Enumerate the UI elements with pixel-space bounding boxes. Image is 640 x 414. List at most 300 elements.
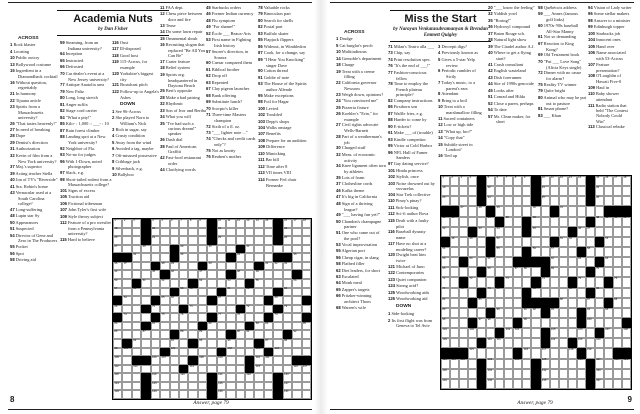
clue-number: 106: [60, 200, 67, 206]
clue-number: 6: [438, 68, 441, 74]
grid-cell-number: 28: [142, 244, 146, 248]
grid-cell-number: 51: [560, 236, 563, 240]
clue-number: 52: [488, 100, 493, 106]
clue-number: 80: [60, 95, 65, 101]
grid-cell: [198, 305, 207, 314]
grid-cell: [613, 298, 622, 308]
grid-cell: [541, 379, 550, 389]
grid-black-square: [586, 217, 595, 227]
grid-cell-number: 103: [255, 347, 261, 351]
grid-cell: [468, 288, 477, 298]
grid-cell: [188, 228, 197, 237]
clue-number: 82: [258, 24, 263, 30]
grid-cell: [226, 313, 235, 322]
grid-cell-number: 10: [218, 218, 222, 222]
grid-cell: [283, 365, 292, 374]
clue-number: 2: [388, 317, 391, 323]
grid-black-square: [522, 227, 531, 237]
clue-number: 104: [388, 191, 395, 197]
grid-cell: [577, 338, 586, 348]
puzzle-title-block: [57, 10, 169, 36]
grid-cell: [151, 365, 160, 374]
grid-cell: [292, 219, 301, 228]
clue-number: 110: [388, 198, 395, 204]
grid-cell-number: 78: [236, 313, 240, 317]
grid-cell: [504, 348, 513, 358]
grid-cell-number: 64: [605, 256, 609, 260]
grid-cell-number: 87: [587, 297, 591, 301]
grid-cell: [586, 227, 595, 237]
grid-cell-number: 89: [199, 330, 203, 334]
grid-cell: [217, 228, 226, 237]
grid-cell: [188, 348, 197, 357]
grid-cell-number: 34: [487, 216, 491, 220]
grid-cell: [179, 356, 188, 365]
clue-number: 13: [160, 22, 165, 28]
grid-cell-number: 42: [274, 261, 278, 265]
clue: 107 John Tyler's first wife: [60, 207, 107, 213]
clue-number: 77: [60, 82, 65, 88]
grid-cell: [226, 219, 235, 228]
grid-black-square: [207, 228, 216, 237]
grid-cell: [170, 236, 179, 245]
grid-cell: [198, 382, 207, 391]
clue: 109 Style theory subject: [60, 213, 103, 219]
grid-cell: [622, 298, 631, 308]
grid-cell: [198, 313, 207, 322]
grid-cell-number: 68: [274, 295, 278, 299]
grid-cell-number: 132: [541, 368, 547, 372]
grid-cell-number: 39: [170, 261, 174, 265]
grid-cell: [495, 379, 504, 389]
clue-number: 29: [10, 139, 15, 145]
grid-cell: [236, 253, 245, 262]
grid-cell: [226, 348, 235, 357]
grid-cell: [595, 196, 604, 206]
clue-number: 6: [112, 146, 115, 152]
clue-list-header: DOWN: [396, 304, 412, 310]
grid-cell-number: 55: [496, 246, 500, 250]
grid-black-square: [226, 270, 235, 279]
grid-cell: [568, 247, 577, 257]
grid-cell: [236, 348, 245, 357]
clue: 52 Close a paren, perhaps: [488, 100, 534, 106]
grid-cell-number: 36: [532, 216, 536, 220]
grid-cell: [541, 217, 550, 227]
clue-number: 15: [438, 141, 443, 147]
grid-cell: [622, 338, 631, 348]
grid-black-square: [151, 313, 160, 322]
clue-number: 2: [112, 115, 115, 121]
clue-number: 91: [258, 74, 263, 80]
page-number: 9: [627, 395, 632, 404]
grid-cell: [604, 257, 613, 267]
clue-number: 47: [336, 194, 341, 200]
grid-black-square: [264, 296, 273, 305]
grid-cell: [160, 313, 169, 322]
clue: 93 No-no for judges: [60, 152, 96, 158]
clue: 49 "For shame!": [206, 24, 236, 30]
grid-cell: [302, 339, 311, 348]
clue: 59 Steaming, from an Indiana university?: [60, 40, 102, 51]
grid-cell: [604, 247, 613, 257]
clue: 50 Chandon's champagne partner: [336, 218, 382, 230]
grid-cell: [207, 322, 216, 331]
grid-cell: [188, 373, 197, 382]
clue: 121 Michael of Juno: [388, 263, 425, 269]
grid-cell-number: 36: [114, 261, 118, 265]
clue-number: 82: [60, 108, 65, 114]
clue-number: 94: [588, 5, 593, 10]
grid-black-square: [468, 298, 477, 308]
grid-cell-number: 76: [180, 313, 184, 317]
clue-number: 71: [388, 44, 393, 49]
grid-cell-number: 73: [505, 277, 509, 281]
clue: 100 Levied: [258, 105, 279, 111]
clue-number: 26: [10, 120, 15, 126]
clue-number: 98: [60, 176, 65, 182]
grid-cell: [486, 186, 495, 196]
grid-cell: [613, 196, 622, 206]
clue: 65 Instructed: [60, 57, 84, 63]
grid-cell: [513, 196, 522, 206]
grid-cell: [179, 219, 188, 228]
grid-black-square: [477, 196, 486, 206]
grid-cell-number: 91: [246, 330, 250, 334]
grid-black-square: [622, 318, 631, 328]
grid-cell: [302, 262, 311, 271]
grid-cell: [264, 390, 273, 399]
clue: 88 Landing spot at a New York university?: [60, 134, 106, 145]
clue-number: 1: [10, 42, 13, 48]
grid-cell: [245, 382, 254, 391]
grid-cell: [132, 262, 141, 271]
grid-cell: [504, 257, 513, 267]
grid-cell: [254, 365, 263, 374]
grid-cell: [559, 227, 568, 237]
grid-cell-number: 41: [265, 261, 269, 265]
clue: 47 It's big in California: [336, 194, 378, 200]
grid-cell: [170, 356, 179, 365]
grid-cell: [283, 270, 292, 279]
clue-number: 31: [10, 146, 15, 152]
grid-cell: [198, 390, 207, 399]
grid-cell: [622, 288, 631, 298]
clue-number: 7: [112, 152, 115, 158]
grid-cell: [568, 328, 577, 338]
grid-cell-number: 9: [523, 175, 526, 179]
grid-cell: [245, 348, 254, 357]
clue: 11 Sacred containers: [438, 115, 475, 121]
grid-cell-number: 41: [623, 216, 627, 220]
clue-column: [258, 5, 310, 216]
grid-cell-number: 82: [569, 287, 573, 291]
grid-cell: [531, 308, 540, 318]
grid-cell: [170, 228, 179, 237]
grid-cell-number: 94: [170, 338, 174, 342]
grid-cell: [550, 227, 559, 237]
clue-number: 66: [336, 293, 341, 299]
grid-cell: [504, 288, 513, 298]
clue: 45 Looks after: [488, 87, 514, 93]
clue: 118 Good host: [112, 52, 139, 58]
grid-cell: [226, 228, 235, 237]
grid-cell: [198, 365, 207, 374]
grid-black-square: [273, 288, 282, 297]
clue: 96 With 1-Down, noted photographer: [60, 158, 102, 170]
grid-cell: [302, 253, 311, 262]
clue-number: 68: [206, 92, 211, 98]
grid-cell: [477, 277, 486, 287]
grid-cell-number: 135: [487, 378, 493, 382]
grid-cell-number: 38: [161, 261, 165, 265]
grid-cell: [217, 262, 226, 271]
grid-cell: [622, 308, 631, 318]
clue-number: 106: [588, 50, 595, 56]
grid-cell: [245, 305, 254, 314]
grid-cell: [254, 322, 263, 331]
grid-cell: [292, 245, 301, 254]
grid-cell: [236, 365, 245, 374]
clue: 35 "I've had such a curious dream!" speaker: [160, 120, 197, 137]
grid-black-square: [283, 253, 292, 262]
grid-cell: [160, 236, 169, 245]
grid-cell: [495, 267, 504, 277]
grid-cell: [283, 322, 292, 331]
grid-cell: [198, 296, 207, 305]
grid-cell: [283, 373, 292, 382]
grid-cell-number: 58: [587, 246, 591, 250]
clue-number: 61: [538, 34, 543, 40]
clue-number: 71: [206, 112, 211, 118]
clue: 53 First name in Fighting Irish history: [206, 37, 251, 49]
grid-cell: [141, 288, 150, 297]
grid-cell: [586, 338, 595, 348]
grid-cell-number: 76: [614, 277, 618, 281]
grid-cell: [113, 390, 122, 399]
clue: 75 Reality TV winner: [538, 81, 577, 87]
grid-cell-number: 18: [623, 175, 627, 179]
grid-cell: [595, 318, 604, 328]
grid-cell-number: 8: [514, 175, 517, 179]
clue: 37 Clothesline cords: [336, 181, 373, 187]
grid-cell: [595, 298, 604, 308]
grid-cell: [226, 356, 235, 365]
clue-number: 55: [336, 248, 341, 254]
clue-number: 18: [336, 62, 341, 68]
clue: 16 Recruiting slogan that replaced "Be All You Can Be": [160, 42, 206, 59]
clue: 92 Neighbor of Fla.: [60, 145, 95, 151]
grid-cell-number: 70: [152, 304, 156, 308]
page-title: Miss the Start: [404, 13, 477, 25]
clue-number: 54: [10, 232, 15, 238]
grid-black-square: [541, 257, 550, 267]
grid-cell: [613, 247, 622, 257]
grid-cell: [441, 217, 450, 227]
grid-black-square: [273, 228, 282, 237]
grid-cell: [459, 186, 468, 196]
grid-cell: [468, 338, 477, 348]
clue: 120 Dwight beat him twice: [388, 252, 426, 264]
grid-cell-number: 56: [293, 278, 297, 282]
clue: 112 Feature of a pro wrestler from a Pennsylvania university?: [60, 220, 112, 237]
clue-number: 99: [588, 24, 593, 30]
grid-black-square: [245, 356, 254, 365]
grid-cell: [217, 339, 226, 348]
clue-list-header: DOWN: [120, 102, 136, 108]
grid-cell: [450, 196, 459, 206]
grid-cell-number: 115: [469, 348, 474, 352]
grid-cell-number: 34: [236, 253, 240, 257]
clue: 74 "Checks and credit cards only"?: [206, 136, 256, 148]
grid-cell: [441, 227, 450, 237]
clue-number: 90: [258, 68, 263, 74]
grid-cell: [273, 262, 282, 271]
grid-cell: [254, 382, 263, 391]
grid-black-square: [522, 257, 531, 267]
grid-cell: [522, 379, 531, 389]
grid-cell-number: 1: [442, 175, 444, 179]
grid-cell: [595, 359, 604, 369]
clue: 82 Stage cord carrier: [60, 108, 97, 114]
grid-cell-number: 60: [189, 287, 193, 291]
grid-cell: [504, 237, 513, 247]
grid-cell-number: 89: [442, 307, 446, 311]
grid-cell-number: 65: [161, 295, 165, 299]
grid-cell-number: 54: [227, 278, 231, 282]
clue: 43 Dish forerunner: [488, 74, 522, 80]
grid-cell-number: 106: [152, 355, 157, 359]
grid-black-square: [441, 237, 450, 247]
clue: 119 115-Across, for example: [112, 59, 148, 71]
grid-cell-number: 71: [442, 277, 446, 281]
clue-number: 30: [336, 145, 341, 151]
clue: 108 Prepare for an audition: [258, 137, 307, 143]
grid-black-square: [531, 369, 540, 379]
grid-cell: [559, 348, 568, 358]
grid-cell: [179, 236, 188, 245]
grid-cell-number: 32: [442, 216, 446, 220]
grid-cell: [495, 237, 504, 247]
grid-black-square: [292, 270, 301, 279]
grid-cell: [622, 369, 631, 379]
grid-cell: [568, 176, 577, 186]
clue: 32 Kevin of film from a New York university?: [10, 152, 57, 164]
grid-cell: [245, 270, 254, 279]
clue: 89 "I Hear You Knocking" singer Dave: [258, 56, 305, 68]
grid-cell: [568, 206, 577, 216]
grid-cell: [477, 237, 486, 247]
clue-number: 24: [336, 98, 341, 104]
clue-number: 56: [336, 254, 341, 260]
clue-number: 37: [10, 164, 15, 170]
grid-cell-number: 68: [523, 267, 527, 271]
clue-number: 80: [258, 17, 263, 23]
grid-cell-number: 108: [623, 327, 628, 331]
grid-cell: [504, 247, 513, 257]
grid-cell: [160, 356, 169, 365]
grid-cell-number: 15: [265, 218, 269, 222]
clue-number: 15: [10, 68, 15, 74]
grid-cell: [568, 318, 577, 328]
clue-number: 107: [588, 61, 595, 67]
clue: 44 Clarifying words: [160, 166, 196, 172]
grid-cell-number: 18: [302, 218, 306, 222]
clue: 64 Monk meal: [336, 280, 362, 286]
grid-cell: [568, 257, 577, 267]
grid-cell: [613, 308, 622, 318]
grid-cell: [586, 318, 595, 328]
grid-cell: [468, 277, 477, 287]
grid-cell-number: 77: [218, 313, 222, 317]
grid-cell: [541, 288, 550, 298]
clue-number: 46: [336, 187, 341, 193]
clue: 126 Woodworking aid: [388, 296, 428, 302]
bottom-rule: [8, 409, 312, 410]
clue: 69 Substitute lunch?: [206, 99, 243, 105]
grid-cell: [198, 236, 207, 245]
grid-cell: [122, 330, 131, 339]
grid-cell: [568, 348, 577, 358]
clue: 9 Silverback, e.g.: [112, 165, 143, 171]
clue-number: 101: [388, 167, 395, 173]
grid-cell: [622, 359, 631, 369]
grid-cell-number: 92: [293, 330, 297, 334]
clue-number: 112: [258, 163, 265, 169]
grid-cell-number: 2: [451, 175, 453, 179]
grid-cell-number: 7: [505, 175, 508, 179]
grid-black-square: [273, 382, 282, 391]
grid-cell: [217, 296, 226, 305]
grid-cell-number: 16: [605, 175, 609, 179]
grid-cell: [450, 338, 459, 348]
grid-cell: [198, 279, 207, 288]
grid-cell: [198, 348, 207, 357]
clue-number: 97: [388, 161, 393, 167]
grid-cell: [198, 330, 207, 339]
clue: 57 Snorer's direction, in Sonora: [206, 48, 249, 60]
grid-cell: [441, 318, 450, 328]
clue-list-header: ACROSS: [18, 35, 39, 41]
clue: 46 Former Indian currency: [206, 11, 254, 17]
clue: 30 Charged stuff: [336, 145, 366, 151]
grid-cell: [486, 267, 495, 277]
grid-cell: [113, 330, 122, 339]
grid-cell: [273, 365, 282, 374]
grid-cell: [459, 369, 468, 379]
grid-cell: [254, 253, 263, 262]
grid-cell: [522, 308, 531, 318]
grid-cell: [170, 279, 179, 288]
grid-cell: [226, 245, 235, 254]
grid-cell: [160, 330, 169, 339]
grid-cell: [468, 267, 477, 277]
grid-black-square: [531, 176, 540, 186]
grid-cell: [459, 308, 468, 318]
grid-cell: [504, 267, 513, 277]
grid-cell-number: 126: [218, 381, 223, 385]
grid-cell: [236, 288, 245, 297]
clue: 10 Treat with a marshmallow filling: [438, 104, 482, 116]
clue-number: 48: [206, 17, 211, 23]
clue: 56 Spot: [10, 250, 24, 256]
grid-black-square: [541, 328, 550, 338]
grid-cell: [141, 253, 150, 262]
clue-number: 72: [206, 123, 211, 129]
grid-cell: [441, 186, 450, 196]
grid-cell-number: 71: [189, 304, 193, 308]
clue-number: 63: [336, 274, 341, 279]
